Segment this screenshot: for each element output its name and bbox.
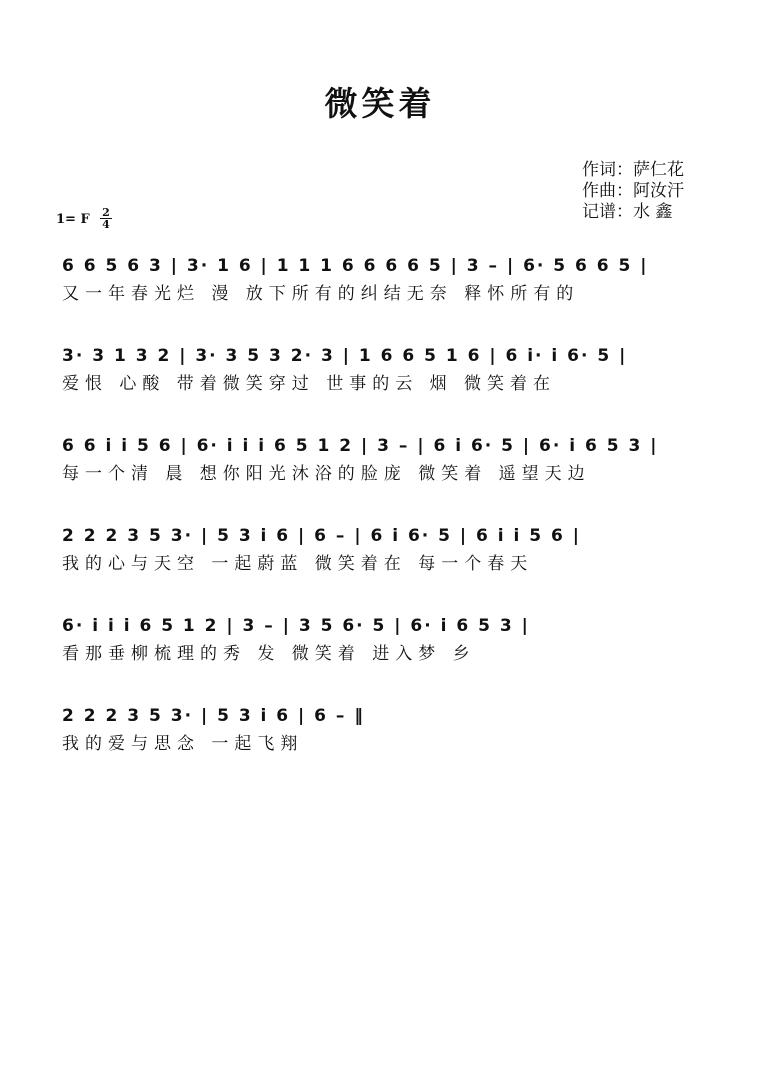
- composer-credit: 作曲：阿汝汗: [582, 181, 684, 201]
- notation-line: 2 2 2 3 5 3· | 5 3 i 6 | 6 – ‖: [62, 706, 365, 726]
- time-signature: [100, 208, 112, 229]
- key-signature: 1= F: [56, 212, 90, 227]
- score-system-2: [62, 340, 712, 396]
- song-title: 微笑着: [324, 84, 436, 123]
- lyrics-line: 又一年春光烂 漫 放下所有的纠结无奈 释怀所有的: [62, 284, 580, 304]
- score-system-5: [62, 610, 712, 666]
- transcriber-credit: 记谱：水 鑫: [582, 202, 673, 222]
- lyrics-line: 我的心与天空 一起蔚蓝 微笑着在 每一个春天: [62, 554, 534, 574]
- time-signature-upper: 2: [102, 206, 110, 219]
- score-system-3: [62, 430, 712, 486]
- notation-line: 3· 3 1 3 2 | 3· 3 5 3 2· 3 | 1 6 6 5 1 6 | 6 i· i 6· 5 |: [62, 346, 628, 366]
- score-system-1: [62, 250, 712, 306]
- notation-line: 6 6 5 6 3 | 3· 1 6 | 1 1 1 6 6 6 6 5 | 3 – | 6· 5 6 6 5 |: [62, 256, 649, 276]
- notation-line: 6 6 i i 5 6 | 6· i i i 6 5 1 2 | 3 – | 6 i 6· 5 | 6· i 6 5 3 |: [62, 436, 659, 456]
- score-system-4: [62, 520, 712, 576]
- lyrics-line: 爱恨 心酸 带着微笑穿过 世事的云 烟 微笑着在: [62, 374, 557, 394]
- notation-line: 6· i i i 6 5 1 2 | 3 – | 3 5 6· 5 | 6· i 6 5 3 |: [62, 616, 530, 636]
- lyrics-line: 我的爱与思念 一起飞翔: [62, 734, 304, 754]
- lyricist-credit: 作词：萨仁花: [582, 160, 684, 180]
- notation-line: 2 2 2 3 5 3· | 5 3 i 6 | 6 – | 6 i 6· 5 | 6 i i 5 6 |: [62, 526, 581, 546]
- credits-block: [582, 160, 684, 223]
- lyrics-line: 每一个清 晨 想你阳光沐浴的脸庞 微笑着 遥望天边: [62, 464, 591, 484]
- lyrics-line: 看那垂柳梳理的秀 发 微笑着 进入梦 乡: [62, 644, 476, 664]
- score-system-6: [62, 700, 712, 756]
- time-signature-lower: 4: [102, 218, 110, 231]
